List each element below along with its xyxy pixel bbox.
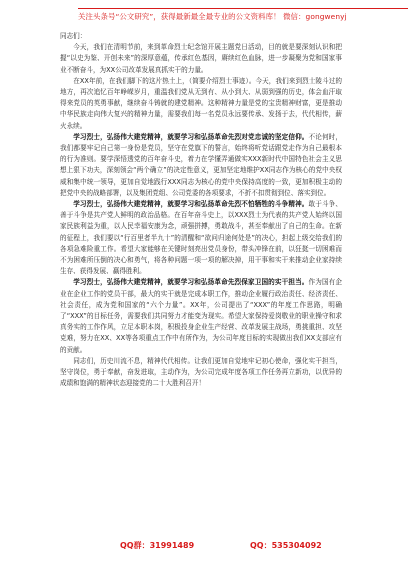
section-loyalty-body: 不论何时，我们都要牢记自己第一身份是党员，坚守在党旗下的誓言，始终将听党话跟党走作为自己最根本的行为准则。要学深悟透党的百年奋斗史，着力在学懂弄通做实XXX新时代中国特色社会主义思想上狠下功夫，深刻领会“两个确立”的决定性意义，更加坚定地维护XX同志作为核心的党中央权威和集中统一领导，更加自觉地践行XXX同志为核心的党中央保持高度的一致，更加积极主动的把党中央的战略部署，以及集团党组、公司党委的各项要求，不折不扣贯彻到位、落实到位。 (60, 132, 343, 197)
salutation: 同志们： (60, 32, 87, 40)
section-struggle (60, 199, 342, 277)
paragraph-closing: 同志们，历史川流不息，精神代代相传。让我们更加自觉地牢记初心使命，强化实干担当，坚守岗位，勇于奉献，奋发进取，主动作为，为公司完成年度各项工作任务再立新功，以优异的成绩和饱满的精神状态迎接党的二十大胜利召开！ (60, 356, 342, 388)
paragraph-history: 在XX年前，在我们脚下的这片热土上，（简要介绍烈士事迹）。今天，我们来到烈士陵斗过的地方，再次追忆百年峥嵘岁月，重温我们党从无到有、从小到大、从弱到强的历史，体会血汗取得来党员的英勇事献，继续奋斗铸就的建党精神。这种精神力量是党的宝贵精神财富，更是推动中华民族走向伟大复兴的精神力量，需要我们每一名党员永远要传承、发扬于去，代代相传，薪火永续。 (60, 76, 342, 130)
paragraph-intro: 今天，我们在清明节前，来到革命烈士纪念馆开展主题党日活动，目的就是要深刻认识和把握“以史为鉴、开创未来”的深厚意蕴，传承红色基因，赓续红色血脉，进一步凝聚为党和国家事业不断奋斗，为XX公司改革发展真抓实干的力量。 (60, 43, 342, 74)
header-banner (78, 8, 408, 25)
qq-group-label: QQ群：31991489 (120, 541, 195, 550)
section-responsibility (60, 277, 342, 355)
section-struggle-heading: 学习烈士，弘扬伟大建党精神，就要学习和弘扬革命先烈不怕牺牲的斗争精神。 (73, 200, 309, 209)
banner-divider (78, 8, 408, 9)
section-responsibility-heading: 学习烈士，弘扬伟大建党精神，就要学习和弘扬革命先烈保家卫国的实干担当。 (73, 278, 309, 287)
footer-contacts (0, 540, 408, 554)
section-loyalty (60, 132, 342, 199)
section-responsibility-body: 作为国有企业在企业工作的党员干部，最大的实干就是完成本职工作，推动企业履行政治责任、经济责任、社会责任，成为党和国家的“六个力量”。XX年，公司提出了“XXX”的年度工作思路，明确了“XXX”的目标任务，需要我们共同努力才能变为现实。希望大家保持爱岗敬业的职业操守和求真务实的工作作风，立足本职本岗，积极投身企业生产经营、改革发展主战场，勇挑重担、攻坚克难，努力在XX、XX等各项重点工作中有所作为，为公司年度目标的实现做出我们XX支部应有的贡献。 (60, 278, 343, 354)
document-body (60, 31, 342, 390)
section-struggle-body: 敢于斗争、善于斗争是共产党人鲜明的政治品格。在百年奋斗史上，以XXX烈士为代表的共产党人始终以国家民族利益为重，以人民幸福安康为念，顽强拼搏，勇敢战斗，甚至奉献出了自己的生命。在新的征程上，我们要以“行百里者半九十”的清醒和“欲问归途何处是”的决心，担起上级交给我们的各项急难险重工作。希望大家能够在关键时刻亮出党员身份，带头冲锋在前，以狂挺一切困难而不为困难所压倒的决心和勇气，将各种问题一项一项的解决掉，用干事和实干来推动企业家持续生存、获得发展、赢得胜利。 (60, 200, 343, 276)
section-loyalty-heading: 学习烈士，弘扬伟大建党精神，就要学习和弘扬革命先烈对党忠诚的坚定信仰。 (73, 132, 309, 141)
qq-contact-label: QQ：535304092 (250, 541, 322, 550)
banner-text: 关注头条号“公文研究”，获得最新最全最专业的公文资料库！ 微信：gongwenyj (78, 12, 347, 21)
